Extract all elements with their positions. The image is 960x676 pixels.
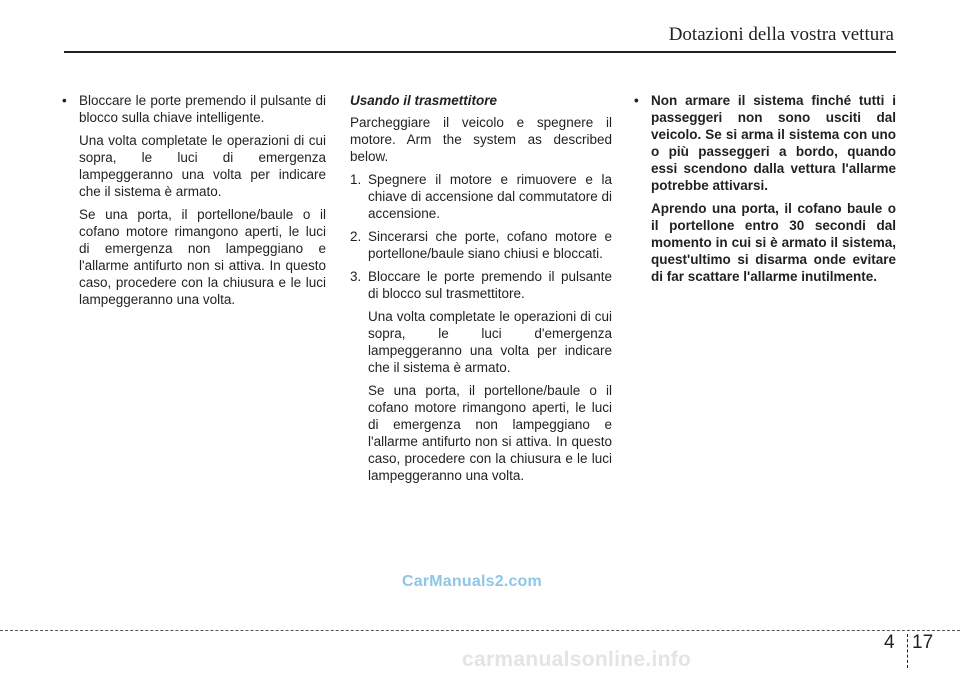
watermark-footer: carmanualsonline.info bbox=[462, 648, 692, 671]
step-number: 2. bbox=[350, 229, 362, 244]
footer-rule bbox=[0, 630, 960, 631]
column-3 bbox=[634, 92, 896, 291]
header-rule bbox=[64, 51, 896, 53]
step-text: Sincerarsi che porte, cofano motore e portellone/baule siano chiusi e bloccati. bbox=[368, 229, 612, 261]
section-subtitle: Usando il trasmettitore bbox=[350, 93, 498, 108]
step-item bbox=[350, 268, 612, 302]
paragraph: Aprendo una porta, il cofano baule o il portellone entro 30 secondi dal momento in cui si è armato il sistema, quest'ultimo si disarma onde evitare di far scattare l'allarme inutilmente. bbox=[651, 201, 896, 284]
step-item bbox=[350, 228, 612, 262]
paragraph: Una volta completate le operazioni di cui sopra, le luci di emergenza lampeggeranno una volta per indicare che il sistema è armato. bbox=[79, 133, 326, 199]
intro-paragraph: Parcheggiare il veicolo e spegnere il motore. Arm the system as described below. bbox=[350, 115, 612, 164]
paragraph: Se una porta, il portellone/baule o il cofano motore rimangono aperti, le luci di emergenza non lampeggiano e l'allarme antifurto non si attiva. In questo caso, procedere con la chiusura e le luci lampeggeranno una volta. bbox=[368, 383, 612, 483]
paragraph: Una volta completate le operazioni di cui sopra, le luci d'emergenza lampeggeranno una volta per indicare che il sistema è armato. bbox=[368, 309, 612, 375]
step-number: 1. bbox=[350, 172, 362, 187]
column-1 bbox=[62, 92, 326, 314]
bullet-marker: • bbox=[634, 93, 639, 108]
page-number-separator bbox=[907, 634, 908, 668]
step-item bbox=[350, 171, 612, 222]
chapter-number: 4 bbox=[884, 632, 895, 653]
watermark-logo: CarManuals2.com bbox=[402, 573, 542, 590]
column-2 bbox=[350, 92, 612, 490]
bullet-text: Non armare il sistema finché tutti i passeggeri non sono usciti dal veicolo. Se si arma il sistema con uno o più passeggeri a bordo, quando essi scendono dalla vettura l'allarme potrebbe attivarsi. bbox=[651, 93, 896, 193]
bullet-marker: • bbox=[62, 93, 67, 108]
bullet-text: Bloccare le porte premendo il pulsante di blocco sulla chiave intelligente. bbox=[79, 93, 326, 125]
step-number: 3. bbox=[350, 269, 362, 284]
step-text: Bloccare le porte premendo il pulsante di blocco sul trasmettitore. bbox=[368, 269, 612, 301]
page-number: 17 bbox=[912, 632, 934, 653]
step-text: Spegnere il motore e rimuovere e la chiave di accensione dal commutatore di accensione. bbox=[368, 172, 612, 221]
paragraph: Se una porta, il portellone/baule o il cofano motore rimangono aperti, le luci di emergenza non lampeggiano e l'allarme antifurto non si attiva. In questo caso, procedere con la chiusura e le luci lampeggeranno una volta. bbox=[79, 207, 326, 307]
warning-bullet-item bbox=[634, 92, 896, 194]
page-header-title: Dotazioni della vostra vettura bbox=[668, 24, 894, 45]
bullet-item bbox=[62, 92, 326, 126]
